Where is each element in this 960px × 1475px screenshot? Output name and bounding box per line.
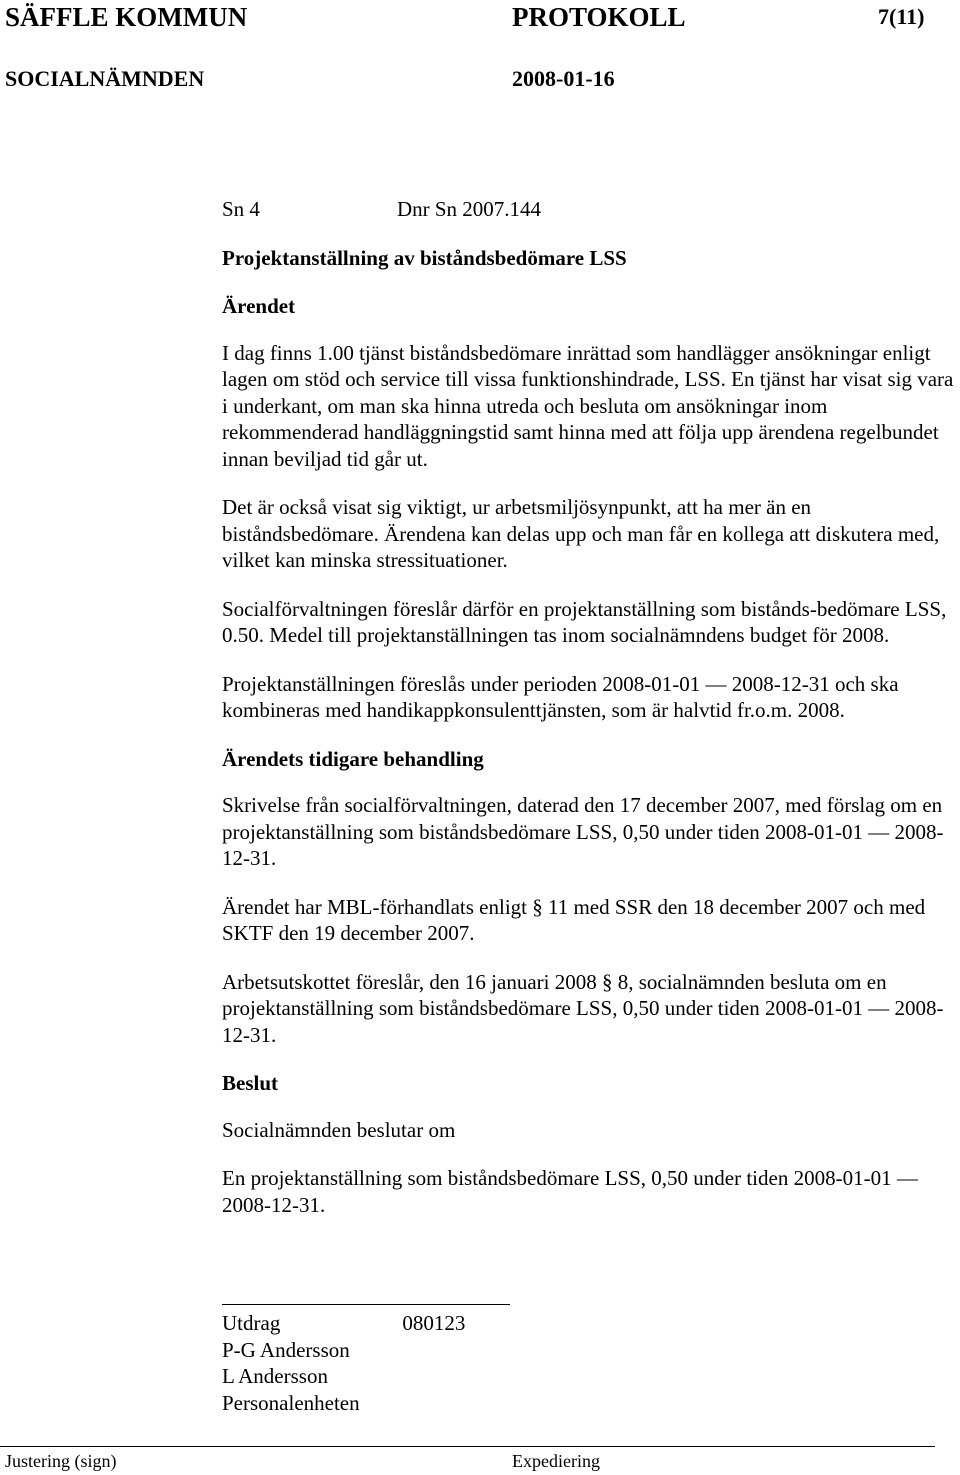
organization-name: SÄFFLE KOMMUN: [5, 2, 248, 32]
extract-block: [222, 1310, 465, 1416]
item-reference: [222, 196, 960, 223]
footer-divider: [0, 1446, 935, 1447]
document-type: PROTOKOLL: [512, 2, 686, 32]
footer-justering: Justering (sign): [5, 1451, 117, 1471]
arendet-paragraph-2: Det är också visat sig viktigt, ur arbetsmiljösynpunkt, att ha mer än en biståndsbedömare. Ärendena kan delas upp och man får en kollega att diskutera med, vilket kan minska stressituationer.: [222, 495, 940, 572]
item-title: Projektanställning av biståndsbedömare LSS: [222, 245, 627, 270]
tidigare-paragraph-1: Skrivelse från socialförvaltningen, daterad den 17 december 2007, med förslag om en projektanställning som biståndsbedömare LSS, 0,50 under tiden 2008-01-01 — 2008-12-31.: [222, 793, 944, 870]
footer-expediering: Expediering: [512, 1451, 600, 1471]
arendet-paragraph-3: Socialförvaltningen föreslår därför en projektanställning som bistånds-bedömare LSS, 0.50. Medel till projektanställningen tas inom socialnämndens budget för 2008.: [222, 596, 947, 647]
department-name: SOCIALNÄMNDEN: [5, 66, 205, 91]
beslut-heading: Beslut: [222, 1071, 279, 1095]
extract-date: 080123: [402, 1311, 466, 1335]
extract-recipient: L Andersson: [222, 1364, 328, 1388]
extract-recipient: Personalenheten: [222, 1390, 360, 1415]
tidigare-paragraph-3: Arbetsutskottet föreslår, den 16 januari 2008 § 8, socialnämnden besluta om en projektanställning som biståndsbedömare LSS, 0,50 under tiden 2008-01-01 — 2008-12-31.: [222, 969, 944, 1047]
tidigare-behandling-heading: Ärendets tidigare behandling: [222, 746, 484, 771]
diary-number: Dnr Sn 2007.144: [396, 197, 542, 221]
extract-label: Utdrag: [222, 1311, 281, 1335]
arendet-heading: Ärendet: [222, 294, 296, 318]
meeting-date: 2008-01-16: [512, 66, 615, 91]
extract-divider: [222, 1304, 510, 1305]
protocol-body: [222, 196, 960, 1218]
arendet-paragraph-1: I dag finns 1.00 tjänst biståndsbedömare inrättad som handlägger ansökningar enligt lagen om stöd och service till vissa funktionshindrade, LSS. En tjänst har visat sig vara i underkant, om man ska hinna utreda och besluta om ansökningar inom rekommenderad handläggningstid samt hinna med att följa upp ärendena regelbundet innan beviljad tid går ut.: [222, 340, 954, 471]
beslut-paragraph-2: En projektanställning som biståndsbedömare LSS, 0,50 under tiden 2008-01-01 — 2008-12-31.: [222, 1166, 918, 1217]
tidigare-paragraph-2: Ärendet har MBL-förhandlats enligt § 11 med SSR den 18 december 2007 och med SKTF den 19 december 2007.: [222, 894, 926, 945]
beslut-paragraph-1: Socialnämnden beslutar om: [222, 1117, 456, 1142]
extract-recipient: P-G Andersson: [222, 1337, 350, 1362]
extract-row: [222, 1310, 465, 1337]
item-number: Sn 4: [222, 197, 260, 221]
page-number: 7(11): [878, 4, 925, 29]
arendet-paragraph-4: Projektanställningen föreslås under perioden 2008-01-01 — 2008-12-31 och ska kombineras med handikappkonsulenttjänsten, som är halvtid fr.o.m. 2008.: [222, 671, 899, 722]
